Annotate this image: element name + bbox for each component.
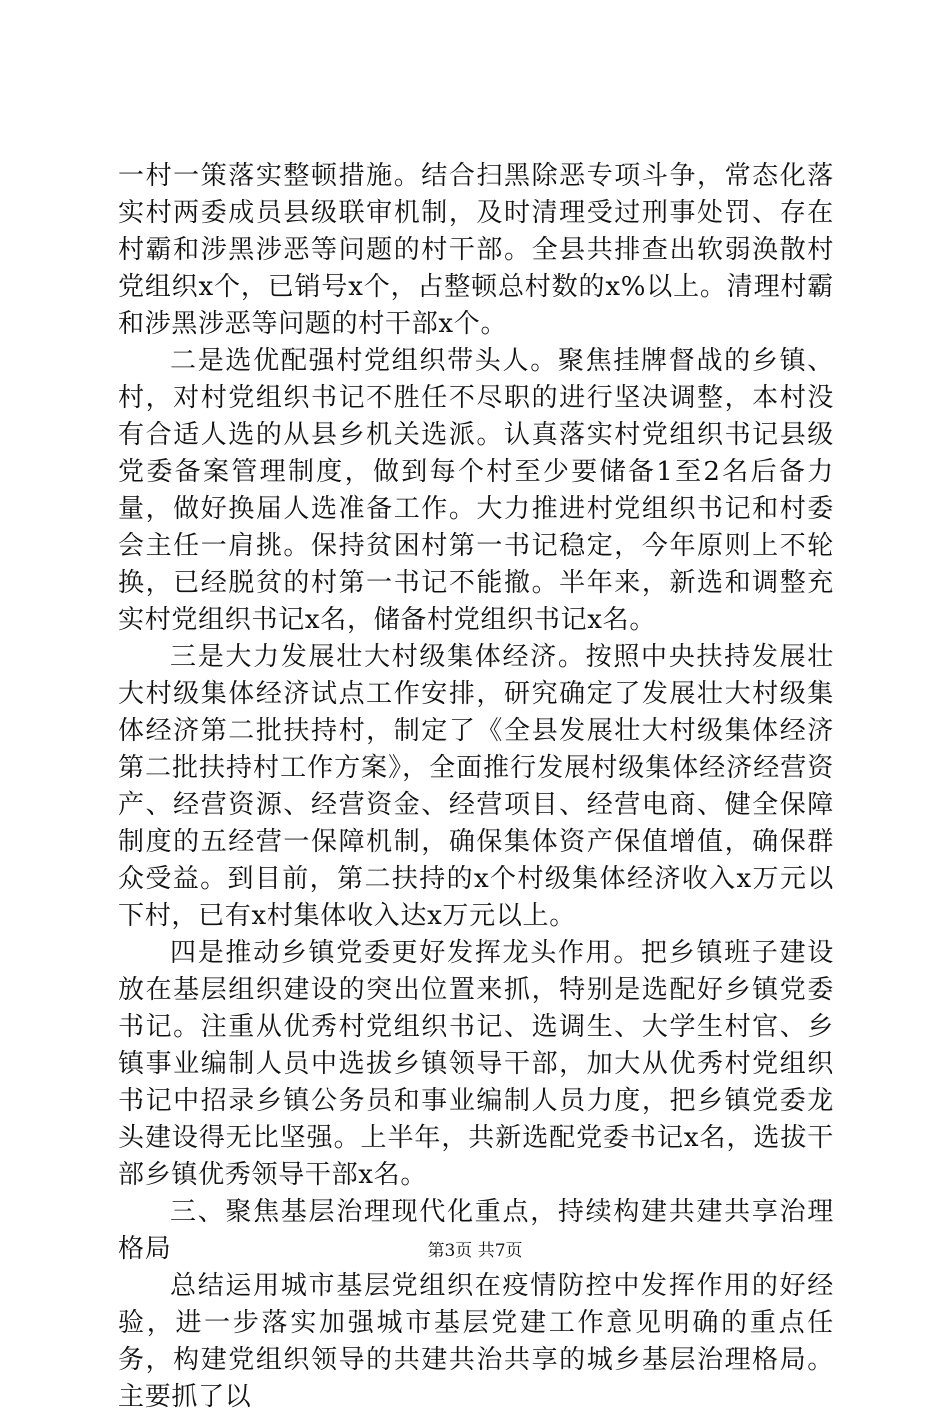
paragraph-governance: 总结运用城市基层党组织在疫情防控中发挥作用的好经验，进一步落实加强城市基层党建工作意见明确的重点任务，构建党组织领导的共建共治共享的城乡基层治理格局。主要抓了以 xyxy=(118,1271,834,1412)
paragraph-township-committee: 四是推动乡镇党委更好发挥龙头作用。把乡镇班子建设放在基层组织建设的突出位置来抓，特别是选配好乡镇党委书记。注重从优秀村党组织书记、选调生、大学生村官、乡镇事业编制人员中选拔乡镇领导干部，加大从优秀村党组织书记中招录乡镇公务员和事业编制人员力度，把乡镇党委龙头建设得无比坚强。上半年，共新选配党委书记x名，选拔干部乡镇优秀领导干部x名。 xyxy=(118,938,834,1190)
paragraph-leaders: 二是选优配强村党组织带头人。聚焦挂牌督战的乡镇、村，对村党组织书记不胜任不尽职的进行坚决调整，本村没有合适人选的从县乡机关选派。认真落实村党组织书记县级党委备案管理制度，做到每个村至少要储备1至2名后备力量，做好换届人选准备工作。大力推进村党组织书记和村委会主任一肩挑。保持贫困村第一书记稳定，今年原则上不轮换，已经脱贫的村第一书记不能撤。半年来，新选和调整充实村党组织书记x名，储备村党组织书记x名。 xyxy=(118,346,834,635)
paragraph-continuation: 一村一策落实整顿措施。结合扫黑除恶专项斗争，常态化落实村两委成员县级联审机制，及时清理受过刑事处罚、存在村霸和涉黑涉恶等问题的村干部。全县共排查出软弱涣散村党组织x个，已销号x个，占整顿总村数的x%以上。清理村霸和涉黑涉恶等问题的村干部x个。 xyxy=(118,161,834,339)
document-body xyxy=(118,158,834,1416)
section-heading: 三、聚焦基层治理现代化重点，持续构建共建共享治理格局 xyxy=(118,1197,834,1264)
page-number-footer: 第3页 共7页 xyxy=(427,1241,523,1261)
paragraph-collective-economy: 三是大力发展壮大村级集体经济。按照中央扶持发展壮大村级集体经济试点工作安排，研究确定了发展壮大村级集体经济第二批扶持村，制定了《全县发展壮大村级集体经济第二批扶持村工作方案》，全面推行发展村级集体经济经营资产、经营资源、经营资金、经营项目、经营电商、健全保障制度的五经营一保障机制，确保集体资产保值增值，确保群众受益。到目前，第二扶持的x个村级集体经济收入x万元以下村，已有x村集体收入达x万元以上。 xyxy=(118,642,834,931)
